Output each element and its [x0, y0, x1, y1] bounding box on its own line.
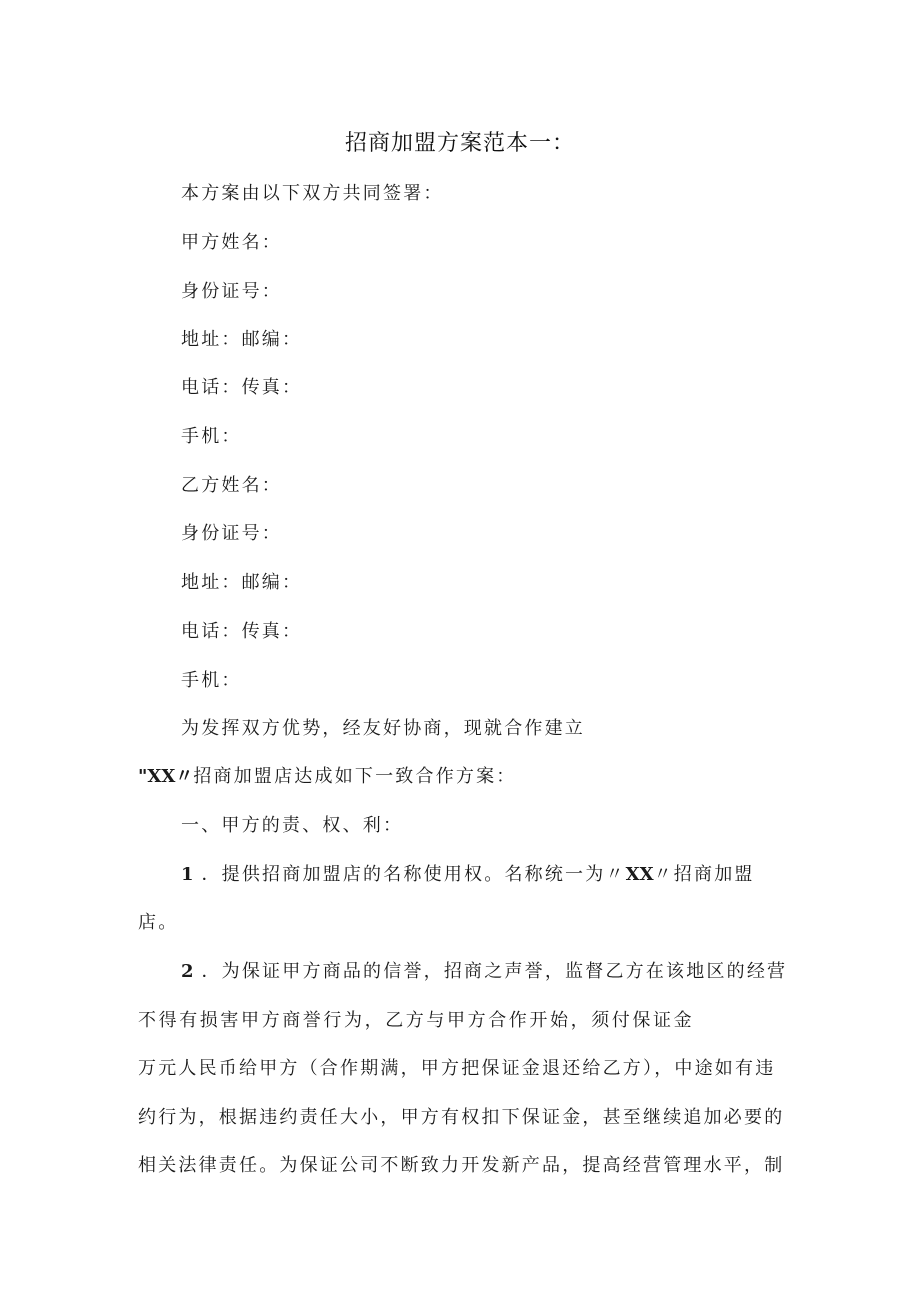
item-1-text-b: 〃招商加盟	[653, 864, 755, 885]
preamble-line-2-text: 招商加盟店达成如下一致合作方案：	[193, 766, 517, 787]
preamble-line-2	[138, 762, 517, 788]
item-2-line-1	[181, 957, 787, 983]
item-1-line	[181, 860, 755, 886]
party-a-address: 地址：邮编：	[181, 329, 303, 350]
item-1-continuation: 店。	[138, 912, 179, 933]
item-2-line-1-text: ．为保证甲方商品的信誉，招商之声誉，监督乙方在该地区的经营	[201, 961, 788, 982]
document-title: 招商加盟方案范本一：	[344, 131, 575, 156]
party-b-name: 乙方姓名：	[181, 475, 282, 496]
item-1-brand: XX	[625, 864, 654, 885]
item-1-number: 1	[181, 864, 194, 885]
intro-line: 本方案由以下双方共同签署：	[181, 183, 444, 204]
item-2-line-5: 相关法律责任。为保证公司不断致力开发新产品，提高经营管理水平，制	[138, 1155, 785, 1176]
party-a-id: 身份证号：	[181, 281, 282, 302]
item-2-line-4: 约行为，根据违约责任大小，甲方有权扣下保证金，甚至继续追加必要的	[138, 1107, 785, 1128]
item-2-line-2: 不得有损害甲方商誉行为，乙方与甲方合作开始，须付保证金	[138, 1010, 695, 1031]
party-a-mobile: 手机：	[181, 426, 242, 447]
item-2-line-3: 万元人民币给甲方（合作期满，甲方把保证金退还给乙方），中途如有违	[138, 1058, 776, 1079]
party-b-mobile: 手机：	[181, 670, 242, 691]
party-a-phone: 电话：传真：	[181, 377, 303, 398]
preamble-brand-quote: "XX〃	[138, 766, 194, 787]
preamble-line-1: 为发挥双方优势，经友好协商，现就合作建立	[181, 718, 585, 739]
item-1-text-a: ．提供招商加盟店的名称使用权。名称统一为〃	[201, 864, 626, 885]
party-a-name: 甲方姓名：	[181, 232, 282, 253]
item-2-number: 2	[181, 961, 194, 982]
party-b-phone: 电话：传真：	[181, 621, 303, 642]
party-b-address: 地址：邮编：	[181, 572, 303, 593]
party-b-id: 身份证号：	[181, 523, 282, 544]
section-1-heading: 一、甲方的责、权、利：	[181, 815, 404, 836]
